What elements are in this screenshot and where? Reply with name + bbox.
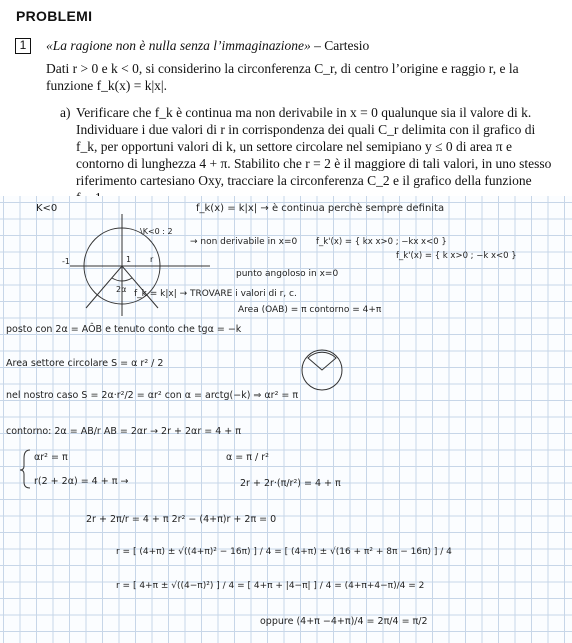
graph-one: 1 [126, 255, 132, 264]
note-line12: r = [ 4+π ± √((4−π)²) ] / 4 = [ 4+π + |4−π| ] / 4 = (4+π+4−π)/4 = 2 [116, 581, 425, 591]
note-line8: nel nostro caso S = 2α·r²/2 = αr² con α = arctg(−k) ⇒ αr² = π [6, 390, 299, 401]
part-a-label: a) [60, 105, 71, 120]
note-line5: Area (OAB) = π contorno = 4+π [238, 305, 382, 315]
problem-number: 1 [15, 38, 31, 54]
note-line2c: f_k'(x) = { k x>0 ; −k x<0 } [396, 251, 517, 261]
handwritten-notes [0, 196, 572, 643]
note-line11: r = [ (4+π) ± √((4+π)² − 16π) ] / 4 = [ (4+π) ± √(16 + π² + 8π − 16π) ] / 4 [116, 547, 452, 557]
system-eq4: 2r + 2r·(π/r²) = 4 + π [240, 478, 341, 489]
sector-shape [308, 352, 336, 370]
part-a [60, 104, 558, 206]
note-line10: 2r + 2π/r = 4 + π 2r² − (4+π)r + 2π = 0 [86, 514, 277, 525]
system-eq3: α = π / r² [226, 452, 269, 463]
graph-alpha: 2α [116, 285, 127, 294]
note-line2a: → non derivabile in x=0 [190, 237, 298, 247]
sector-sketch [302, 350, 342, 390]
notes-svg [0, 196, 572, 643]
system-eq2: r(2 + 2α) = 4 + π → [34, 476, 129, 487]
system-brace [20, 450, 30, 488]
note-line2b: f_k'(x) = { kx x>0 ; −kx x<0 } [316, 237, 447, 247]
quote: «La ragione non è nulla senza l’immaginazione» [46, 38, 311, 53]
graph-neg1: -1 [62, 257, 70, 266]
part-a-text: Verificare che f_k è continua ma non derivabile in x = 0 qualunque sia il valore di k. Individuare i due valori di r in corrispondenza dei quali C_r delimita con il grafico di f_k, per opportuni valori di k, un settore circolare nel semipiano y ≤ 0 di area π e contorno di lunghezza 4 + π. Stabilito che r = 2 è il maggiore di tali valori, in uno stesso riferimento cartesiano Oxy, tracciare la circonferenza C_2 e il grafico della funzione [76, 105, 552, 188]
note-line9: contorno: 2α = AB/r AB = 2αr → 2r + 2αr = 4 + π [6, 426, 241, 437]
note-line3: punto angoloso in x=0 [236, 269, 339, 279]
note-line1: f_k(x) = k|x| → è continua perchè sempre definita [196, 203, 445, 214]
note-line7: Area settore circolare S = α r² / 2 [6, 358, 164, 369]
system-eq1: αr² = π [34, 452, 68, 463]
quote-line [46, 38, 369, 54]
intro-text: Dati r > 0 e k < 0, si considerino la circonferenza C_r, di centro l’origine e raggio r, e la funzione f_k(x) = k|x|. [46, 61, 519, 93]
graph-r: r [150, 255, 154, 264]
printed-problem [0, 0, 572, 198]
note-line6: posto con 2α = AÔB e tenuto conto che tgα = −k [6, 324, 242, 335]
heading: PROBLEMI [16, 8, 93, 24]
note-line4: f_k = k|x| → TROVARE i valori di r, c. [134, 289, 297, 299]
quote-author: – Cartesio [310, 38, 370, 53]
graph-label: \K<0 : 2 [140, 227, 173, 236]
note-line13: oppure (4+π −4+π)/4 = 2π/4 = π/2 [260, 616, 428, 627]
note-k-neg: K<0 [36, 203, 58, 214]
